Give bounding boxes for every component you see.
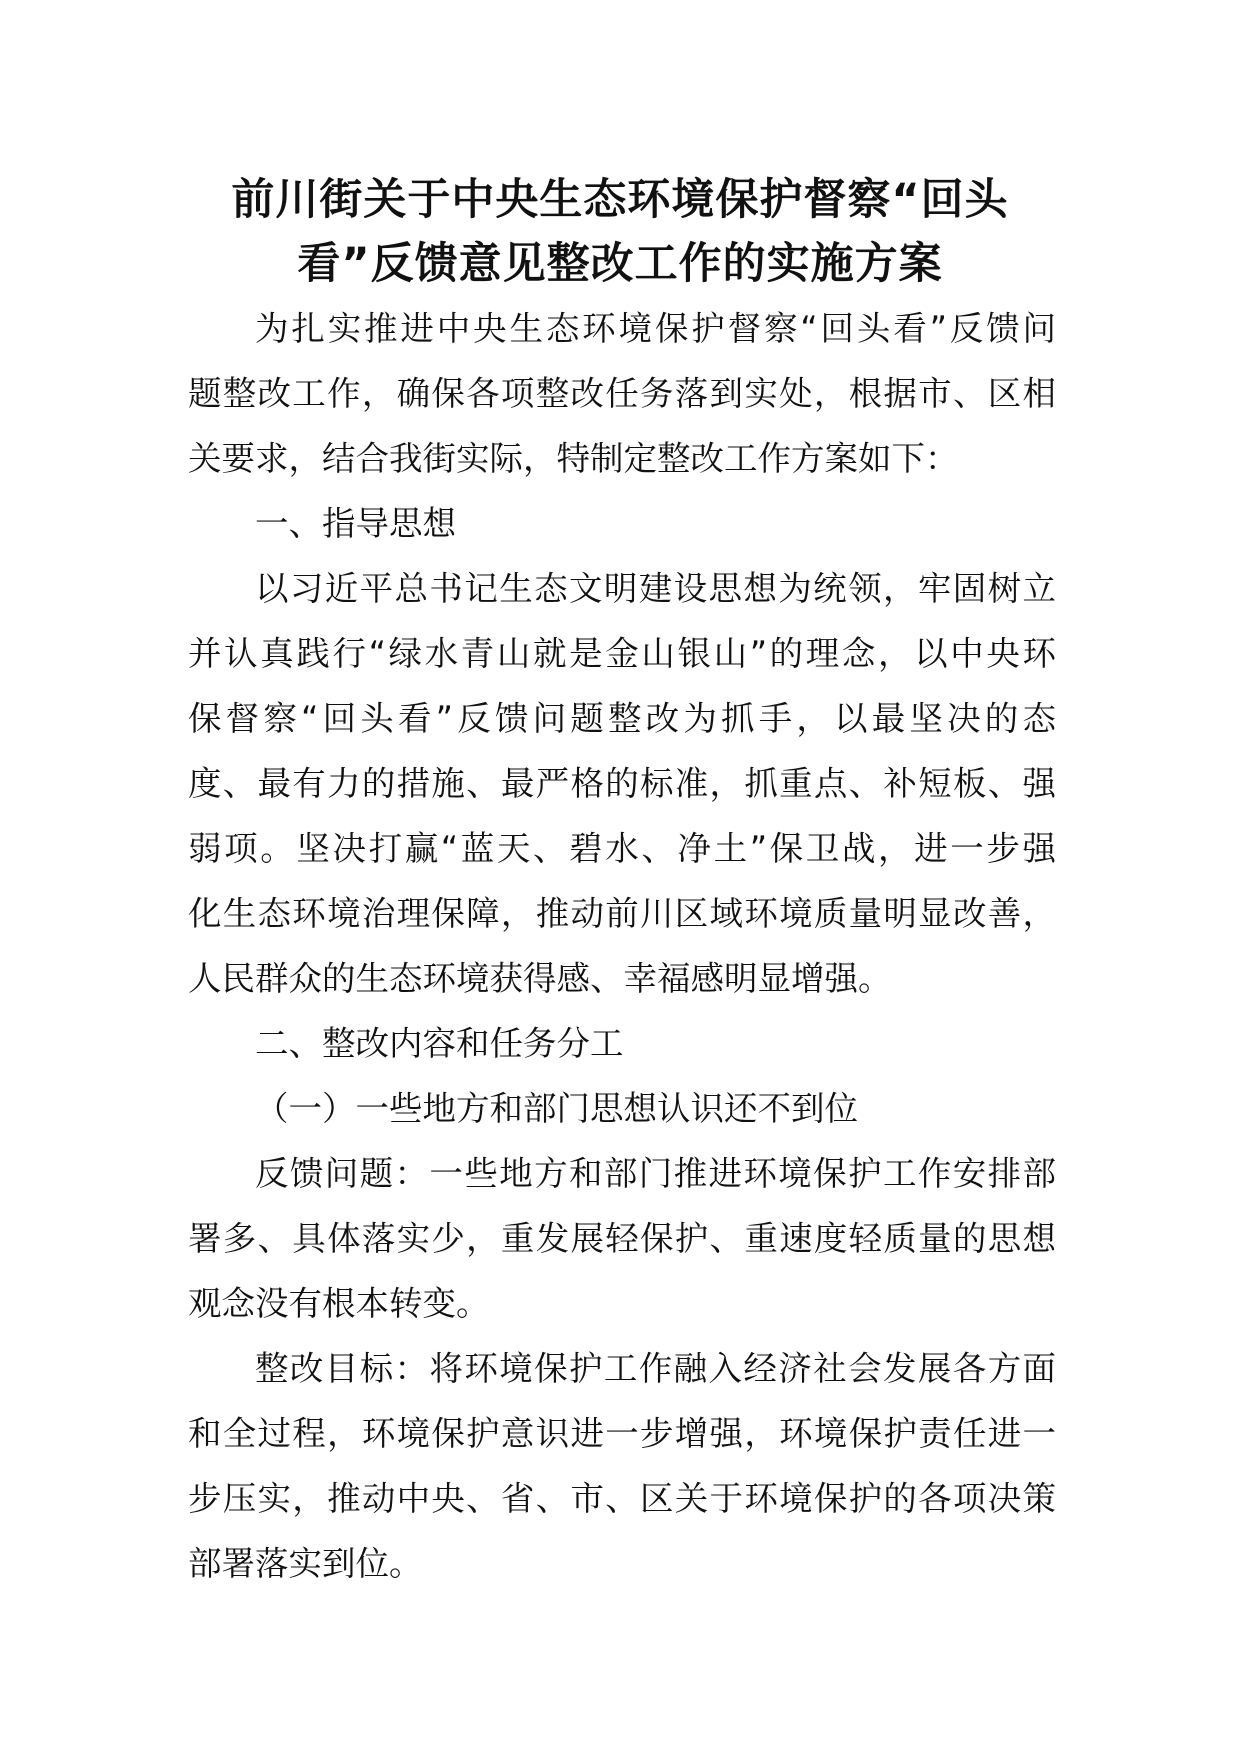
- text-line: 关要求，结合我街实际，特制定整改工作方案如下：: [188, 439, 959, 478]
- title-line-2: 看”反馈意见整改工作的实施方案: [297, 239, 943, 289]
- text-line: 化生态环境治理保障，推动前川区域环境质量明显改善，: [188, 894, 1056, 933]
- text-line: 保督察“回头看”反馈问题整改为抓手，以最坚决的态: [188, 699, 1056, 738]
- text-line: 以习近平总书记生态文明建设思想为统领，牢固树立: [255, 569, 1056, 608]
- section-heading: 一、指导思想: [255, 504, 456, 543]
- text-line: 并认真践行“绿水青山就是金山银山”的理念，以中央环: [188, 634, 1056, 673]
- title-line-1: 前川街关于中央生态环境保护督察“回头: [231, 175, 1009, 225]
- text-line: 弱项。坚决打赢“蓝天、碧水、净土”保卫战，进一步强: [188, 829, 1056, 868]
- document-title: [180, 168, 1060, 296]
- text-line: 整改目标：将环境保护工作融入经济社会发展各方面: [255, 1349, 1056, 1388]
- text-line: 反馈问题：一些地方和部门推进环境保护工作安排部: [255, 1154, 1056, 1193]
- text-line: 为扎实推进中央生态环境保护督察“回头看”反馈问: [255, 309, 1056, 348]
- section-heading: 二、整改内容和任务分工: [255, 1024, 624, 1063]
- document-body: [188, 296, 1056, 1596]
- text-line: 署多、具体落实少，重发展轻保护、重速度轻质量的思想: [188, 1219, 1056, 1258]
- text-line: 步压实，推动中央、省、市、区关于环境保护的各项决策: [188, 1479, 1056, 1518]
- text-line: 人民群众的生态环境获得感、幸福感明显增强。: [188, 959, 892, 998]
- subsection-heading: （一）一些地方和部门思想认识还不到位: [255, 1089, 858, 1128]
- text-line: 题整改工作，确保各项整改任务落到实处，根据市、区相: [188, 374, 1056, 413]
- text-line: 部署落实到位。: [188, 1544, 423, 1583]
- text-line: 观念没有根本转变。: [188, 1284, 490, 1323]
- text-line: 和全过程，环境保护意识进一步增强，环境保护责任进一: [188, 1414, 1056, 1453]
- text-line: 度、最有力的措施、最严格的标准，抓重点、补短板、强: [188, 764, 1056, 803]
